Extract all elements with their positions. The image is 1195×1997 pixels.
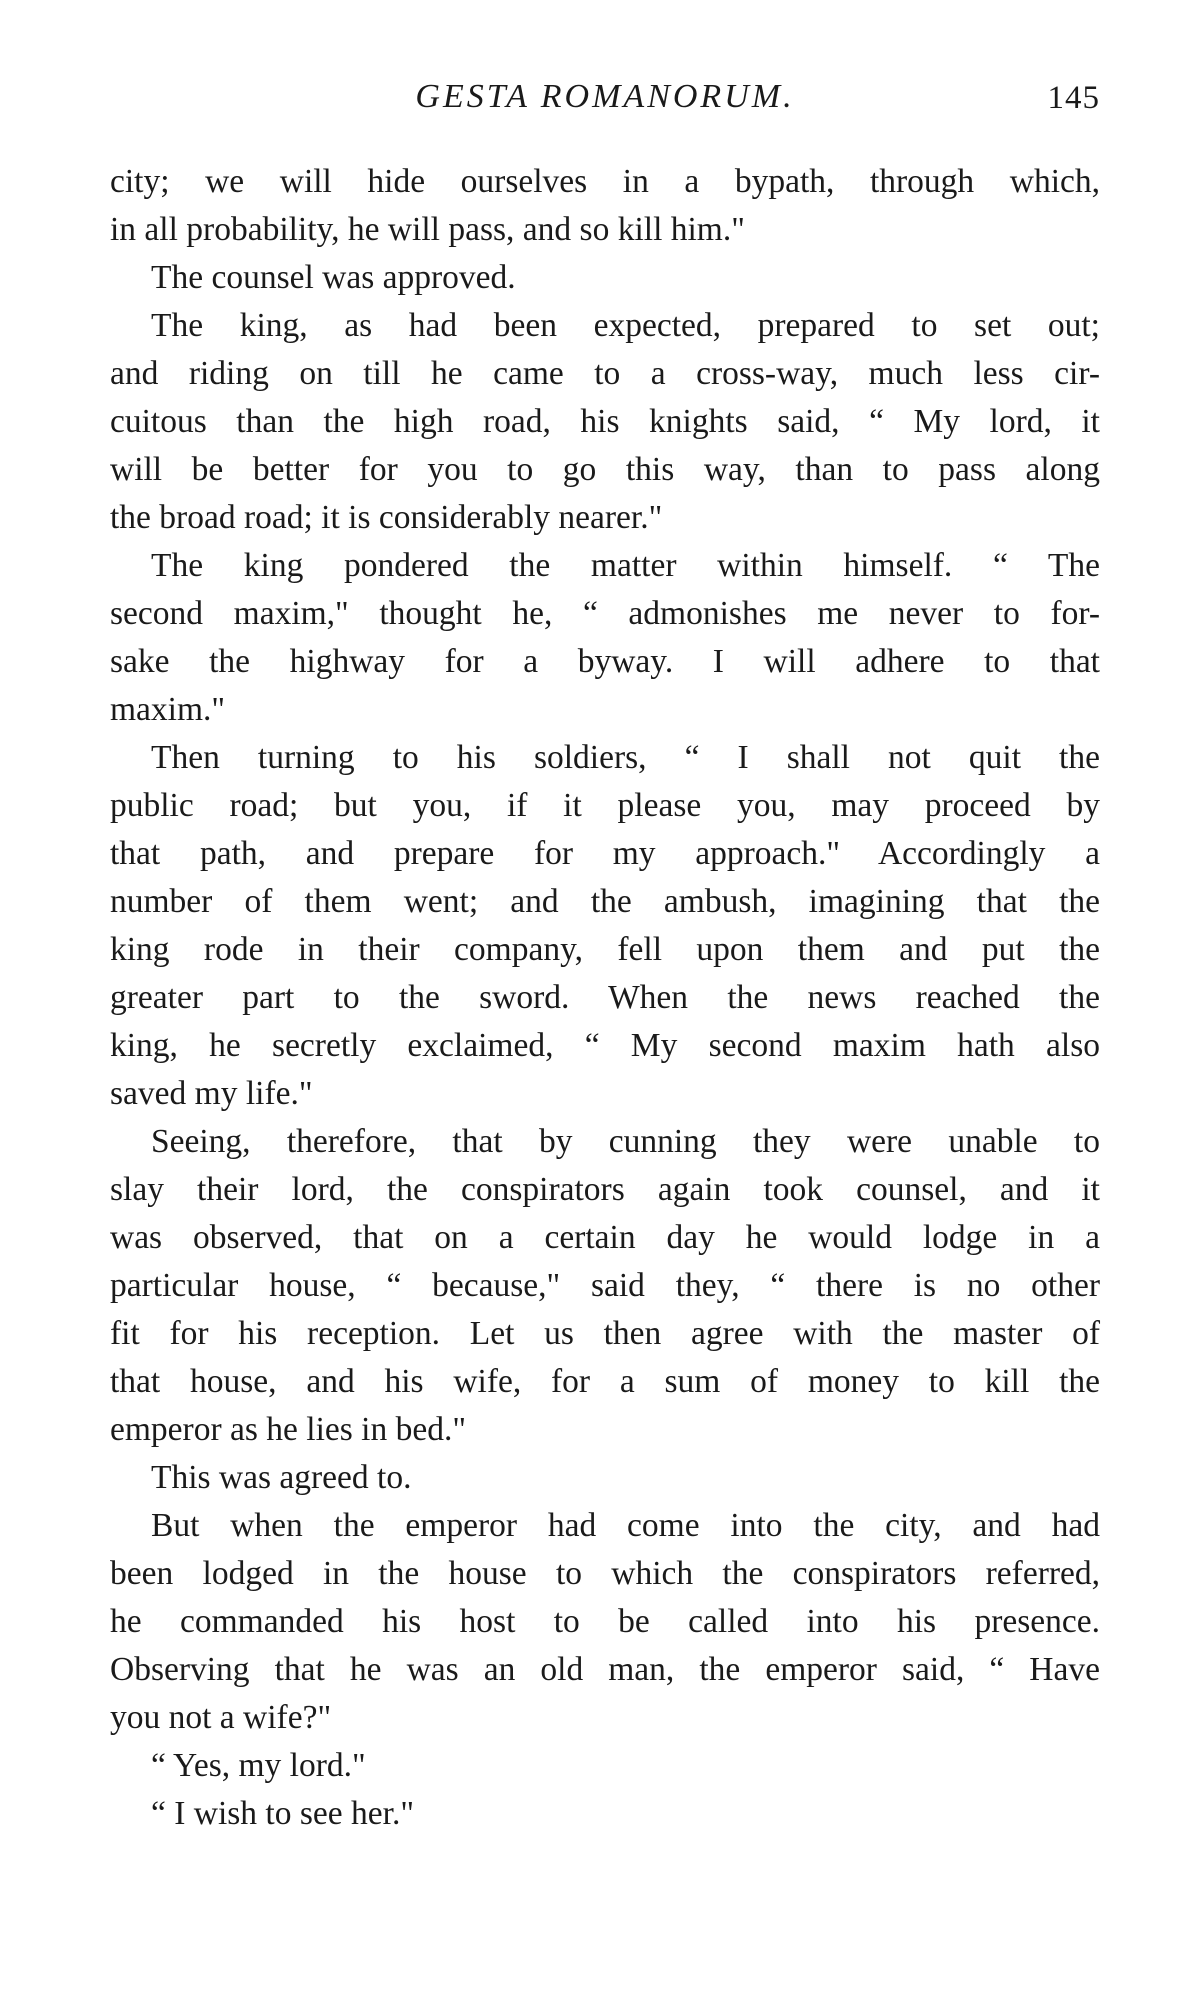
- text-line: and riding on till he came to a cross-way, much less cir-: [110, 355, 1100, 392]
- body-text: [110, 158, 1100, 1838]
- running-head: [110, 78, 1100, 128]
- page-number: 145: [1047, 80, 1100, 116]
- running-title: GESTA ROMANORUM.: [415, 78, 795, 115]
- text-line: greater part to the sword. When the news reached the: [110, 979, 1100, 1016]
- text-line: particular house, “ because," said they, “ there is no other: [110, 1267, 1100, 1304]
- text-line: “ I wish to see her.": [151, 1795, 414, 1832]
- text-line: The counsel was approved.: [151, 259, 516, 296]
- text-line: been lodged in the house to which the conspirators referred,: [110, 1555, 1100, 1592]
- text-line: fit for his reception. Let us then agree with the master of: [110, 1315, 1100, 1352]
- text-line: that path, and prepare for my approach." Accordingly a: [110, 835, 1100, 872]
- text-line: “ Yes, my lord.": [151, 1747, 366, 1784]
- text-line: will be better for you to go this way, than to pass along: [110, 451, 1100, 488]
- text-line: public road; but you, if it please you, may proceed by: [110, 787, 1100, 824]
- text-line: king, he secretly exclaimed, “ My second maxim hath also: [110, 1027, 1100, 1064]
- text-line: the broad road; it is considerably nearer.": [110, 499, 663, 536]
- text-line: Seeing, therefore, that by cunning they were unable to: [151, 1123, 1100, 1160]
- text-line: that house, and his wife, for a sum of money to kill the: [110, 1363, 1100, 1400]
- text-line: saved my life.": [110, 1075, 313, 1112]
- text-line: But when the emperor had come into the city, and had: [151, 1507, 1100, 1544]
- text-line: in all probability, he will pass, and so kill him.": [110, 211, 745, 248]
- text-line: The king pondered the matter within himself. “ The: [151, 547, 1100, 584]
- text-line: king rode in their company, fell upon them and put the: [110, 931, 1100, 968]
- text-line: second maxim," thought he, “ admonishes me never to for-: [110, 595, 1100, 632]
- text-line: slay their lord, the conspirators again took counsel, and it: [110, 1171, 1100, 1208]
- text-line: cuitous than the high road, his knights said, “ My lord, it: [110, 403, 1100, 440]
- text-line: The king, as had been expected, prepared to set out;: [151, 307, 1100, 344]
- text-line: Then turning to his soldiers, “ I shall not quit the: [151, 739, 1100, 776]
- text-line: number of them went; and the ambush, imagining that the: [110, 883, 1100, 920]
- text-line: emperor as he lies in bed.": [110, 1411, 467, 1448]
- text-line: was observed, that on a certain day he would lodge in a: [110, 1219, 1100, 1256]
- text-line: city; we will hide ourselves in a bypath, through which,: [110, 163, 1100, 200]
- text-line: sake the highway for a byway. I will adhere to that: [110, 643, 1100, 680]
- text-line: he commanded his host to be called into his presence.: [110, 1603, 1100, 1640]
- text-line: This was agreed to.: [151, 1459, 412, 1496]
- text-line: Observing that he was an old man, the emperor said, “ Have: [110, 1651, 1100, 1688]
- text-line: maxim.": [110, 691, 226, 728]
- text-line: you not a wife?": [110, 1699, 332, 1736]
